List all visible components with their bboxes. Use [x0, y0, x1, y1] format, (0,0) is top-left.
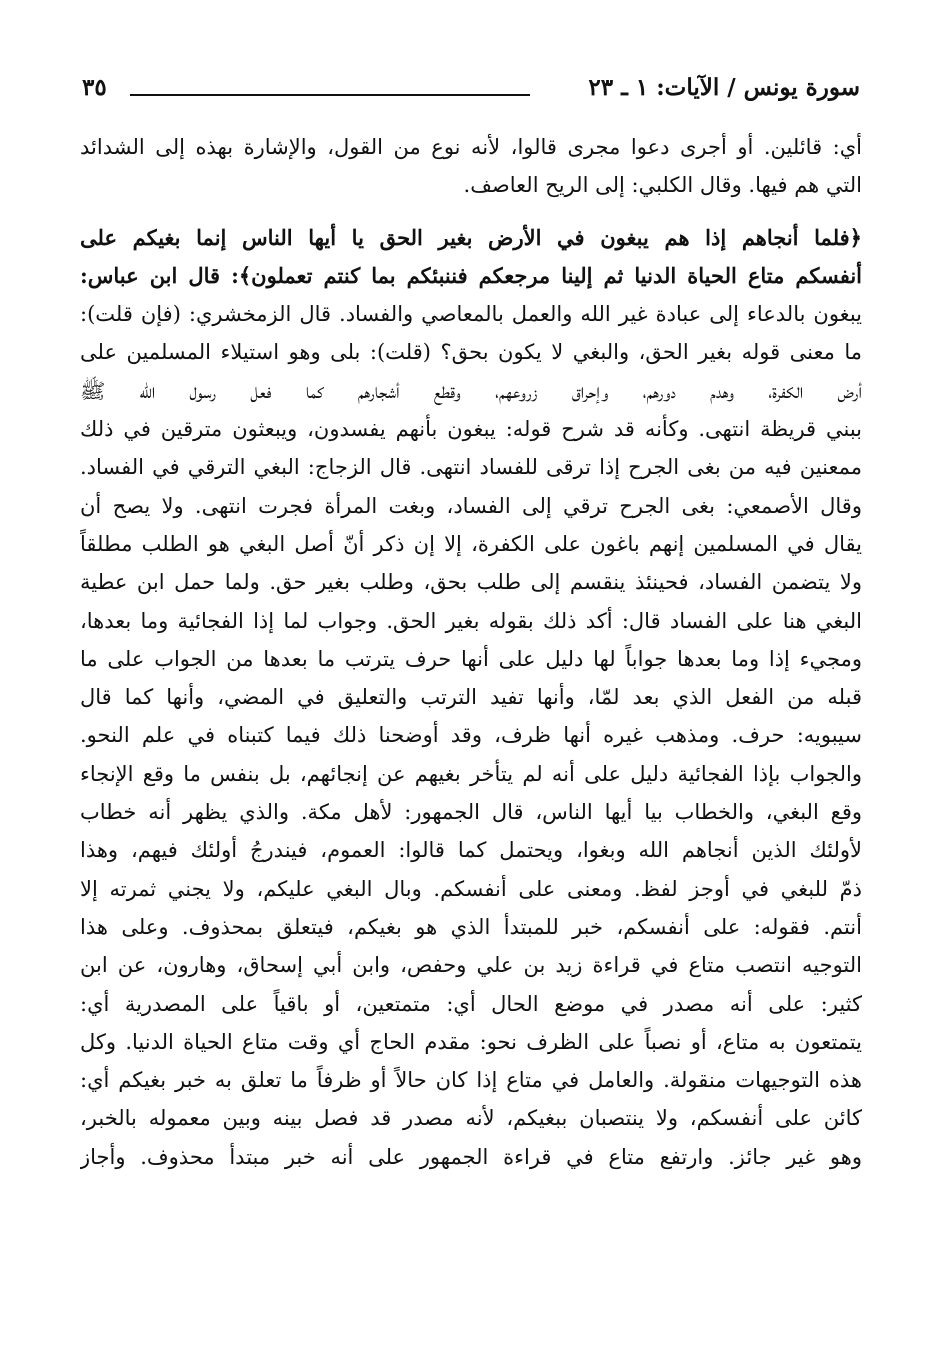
page-header [82, 72, 860, 108]
header-rule [130, 94, 530, 96]
text-line: يقال في المسلمين إنهم باغون على الكفرة، إلا إن ذكر أنّ أصل البغي هو الطلب مطلقاً [80, 531, 862, 556]
text-line: سيبويه: حرف. ومذهب غيره أنها ظرف، وقد أوضحنا ذلك فيما كتبناه في علم النحو. [80, 723, 862, 748]
paragraph-gap [80, 205, 862, 219]
text-line: كائن على أنفسكم، ولا ينتصبان ببغيكم، لأنه مصدر قد فصل بينه وبين معموله بالخبر، [80, 1106, 862, 1131]
text-line: أي: قائلين. أو أجرى دعوا مجرى قالوا، لأنه نوع من القول، والإشارة بهذه إلى الشدائد [80, 135, 862, 159]
running-title: سورة يونس / الآيات: ١ ـ ٢٣ [588, 74, 860, 101]
text-line: كثير: على أنه مصدر في موضع الحال أي: متمتعين، أو باقياً على المصدرية أي: [80, 991, 862, 1016]
text-line: لأولئك الذين أنجاهم الله وبغوا، ويحتمل كما قالوا: العموم، فيندرجُ أولئك فيهم، وهذا [80, 838, 862, 863]
text-line: والجواب بإذا الفجائية دليل على أنه لم يتأخر بغيهم عن إنجائهم، بل بنفس ما وقع الإنجاء [80, 761, 862, 786]
text-line: ومجيء إذا وما بعدها جواباً لها دليل على أنها حرف يترتب ما بعدها من الجواب على ما [80, 646, 862, 671]
text-line: ولا يتضمن الفساد، فحينئذ ينقسم إلى طلب بحق، وطلب بغير حق. ولما حمل ابن عطية [80, 570, 862, 595]
page-number: ٣٥ [82, 74, 107, 101]
text-line: يتمتعون به متاع، أو نصباً على الظرف نحو: مقدم الحاج أي وقت متاع الحياة الدنيا. وكل [80, 1029, 862, 1054]
text-line: وهو غير جائز. وارتفع متاع في قراءة الجمهور على أنه خبر مبتدأ محذوف. وأجاز [80, 1144, 862, 1169]
body-text [80, 128, 862, 1214]
text-line: أنتم. فقوله: على أنفسكم، خبر للمبتدأ الذي هو بغيكم، فيتعلق بمحذوف. وعلى هذا [80, 914, 862, 939]
verse-line: أنفسكم متاع الحياة الدنيا ثم إلينا مرجعكم فننبئكم بما كنتم تعملون﴾: قال ابن عباس: [80, 262, 862, 288]
text-line: أرض الكفرة، وهدم دورهم، وإحراق زروعهم، وقطع أشجارهم كما فعل رسول الله ﷺ [80, 378, 862, 403]
text-line: وقال الأصمعي: بغى الجرح ترقي إلى الفساد، وبغت المرأة فجرت انتهى. ولا يصح أن [80, 493, 862, 518]
text-line [80, 1176, 862, 1214]
verse-line: ﴿فلما أنجاهم إذا هم يبغون في الأرض بغير الحق يا أيها الناس إنما بغيكم على [80, 224, 862, 250]
text-line: التي هم فيها. وقال الكلبي: إلى الريح العاصف. [463, 173, 862, 198]
text-line: هذه التوجيهات منقولة. والعامل في متاع إذا كان حالاً أو ظرفاً ما تعلق به خبر بغيكم أي: [80, 1068, 862, 1093]
text-line: وقع البغي، والخطاب بيا أيها الناس، قال الجمهور: لأهل مكة. والذي يظهر أنه خطاب [80, 800, 862, 825]
text-line: ذمّ للبغي في أوجز لفظ. ومعنى على أنفسكم. وبال البغي عليكم، ولا يجني ثمرته إلا [80, 876, 862, 901]
text-line: يبغون بالدعاء إلى عبادة غير الله والعمل بالمعاصي والفساد. قال الزمخشري: (فإن قلت): [80, 302, 862, 327]
text-line: ما معنى قوله بغير الحق، والبغي لا يكون بحق؟ (قلت): بلى وهو استيلاء المسلمين على [80, 340, 862, 365]
text-line: ببني قريظة انتهى. وكأنه قد شرح قوله: يبغون بأنهم يفسدون، ويبعثون مترقين في ذلك [80, 417, 862, 442]
text-line: البغي هنا على الفساد قال: أكد ذلك بقوله بغير الحق. وجواب لما إذا الفجائية وما بعدها، [80, 608, 862, 633]
text-line: ممعنين فيه من بغى الجرح إذا ترقى للفساد انتهى. قال الزجاج: البغي الترقي في الفساد. [80, 455, 862, 480]
text-line: التوجيه انتصب متاع في قراءة زيد بن علي وحفص، وابن أبي إسحاق، وهارون، عن ابن [80, 953, 862, 978]
text-line: قبله من الفعل الذي بعد لمّا، وأنها تفيد الترتب والتعليق في المضي، وأنها كما قال [80, 685, 862, 710]
